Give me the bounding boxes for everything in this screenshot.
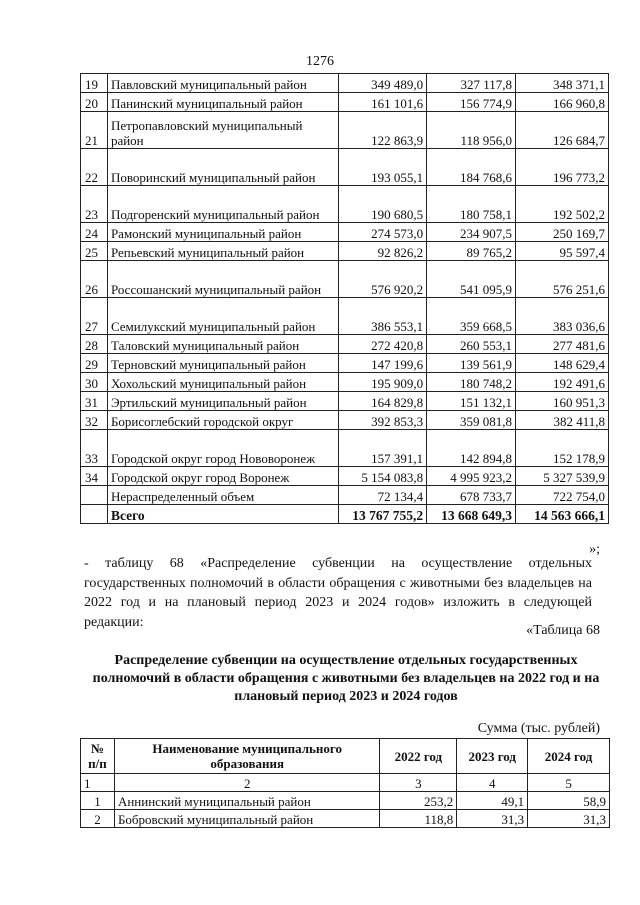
table-row [81, 430, 609, 467]
value-2022: 72 134,4 [339, 486, 427, 505]
header-name: Наименование муниципального образования [114, 739, 379, 774]
header-2023: 2023 год [457, 739, 528, 774]
value-2023: 234 907,5 [427, 223, 516, 242]
municipality-name: Семилукский муниципальный район [107, 298, 338, 335]
value-2022: 386 553,1 [339, 298, 427, 335]
table-row [81, 112, 609, 149]
value-2022: 349 489,0 [339, 74, 427, 93]
municipality-name: Нераспределенный объем [107, 486, 338, 505]
value-2023: 180 758,1 [427, 186, 516, 223]
table-row [81, 373, 609, 392]
row-number: 26 [81, 261, 108, 298]
table-row [81, 335, 609, 354]
value-2022: 118,8 [380, 810, 457, 828]
value-2024: 250 169,7 [516, 223, 609, 242]
value-2024: 126 684,7 [516, 112, 609, 149]
value-2023: 359 081,8 [427, 411, 516, 430]
value-2024: 277 481,6 [516, 335, 609, 354]
value-2022: 274 573,0 [339, 223, 427, 242]
table-row [81, 792, 610, 810]
row-number: 30 [81, 373, 108, 392]
row-number: 20 [81, 93, 108, 112]
value-2022: 193 055,1 [339, 149, 427, 186]
total-num-cell [81, 505, 108, 524]
municipality-name: Россошанский муниципальный район [107, 261, 338, 298]
value-2024: 160 951,3 [516, 392, 609, 411]
row-number: 21 [81, 112, 108, 149]
value-2023: 327 117,8 [427, 74, 516, 93]
index-cell: 4 [457, 774, 528, 792]
animal-subvention-table [80, 738, 610, 828]
header-2022: 2022 год [380, 739, 457, 774]
total-2024: 14 563 666,1 [516, 505, 609, 524]
value-2023: 31,3 [457, 810, 528, 828]
value-2024: 152 178,9 [516, 430, 609, 467]
page-number: 1276 [306, 54, 334, 69]
value-2024: 348 371,1 [516, 74, 609, 93]
value-2024: 192 502,2 [516, 186, 609, 223]
value-2022: 92 826,2 [339, 242, 427, 261]
table-row [81, 223, 609, 242]
index-cell: 2 [114, 774, 379, 792]
value-2022: 122 863,9 [339, 112, 427, 149]
municipality-name: Городской округ город Нововоронеж [107, 430, 338, 467]
value-2023: 359 668,5 [427, 298, 516, 335]
value-2023: 260 553,1 [427, 335, 516, 354]
table-row [81, 149, 609, 186]
value-2023: 678 733,7 [427, 486, 516, 505]
total-2022: 13 767 755,2 [339, 505, 427, 524]
value-2023: 49,1 [457, 792, 528, 810]
value-2023: 180 748,2 [427, 373, 516, 392]
value-2024: 196 773,2 [516, 149, 609, 186]
table-label: «Таблица 68 [526, 623, 600, 638]
value-2023: 156 774,9 [427, 93, 516, 112]
sum-unit-label: Сумма (тыс. рублей) [477, 721, 600, 736]
value-2024: 95 597,4 [516, 242, 609, 261]
row-number: 24 [81, 223, 108, 242]
value-2023: 89 765,2 [427, 242, 516, 261]
value-2022: 190 680,5 [339, 186, 427, 223]
table-row [81, 74, 609, 93]
table-row [81, 298, 609, 335]
amendment-paragraph: - таблицу 68 «Распределение субвенции на осуществление отдельных государственных полномочий в области обращения с животными без владельцев на 2022 год и на плановый период 2023 и 2024 годов» изложить в следующей редакции: [84, 556, 592, 630]
value-2022: 164 829,8 [339, 392, 427, 411]
value-2023: 118 956,0 [427, 112, 516, 149]
value-2024: 148 629,4 [516, 354, 609, 373]
row-number: 19 [81, 74, 108, 93]
row-number: 27 [81, 298, 108, 335]
table-row [81, 392, 609, 411]
value-2022: 195 909,0 [339, 373, 427, 392]
value-2024: 5 327 539,9 [516, 467, 609, 486]
row-number [81, 486, 108, 505]
value-2023: 139 561,9 [427, 354, 516, 373]
municipality-name: Хохольский муниципальный район [107, 373, 338, 392]
index-row [81, 774, 610, 792]
row-number: 33 [81, 430, 108, 467]
row-number: 1 [81, 792, 115, 810]
municipality-name: Павловский муниципальный район [107, 74, 338, 93]
value-2024: 58,9 [528, 792, 610, 810]
value-2024: 192 491,6 [516, 373, 609, 392]
header-row [81, 739, 610, 774]
municipality-name: Таловский муниципальный район [107, 335, 338, 354]
header-num: № п/п [81, 739, 115, 774]
table-row [81, 242, 609, 261]
table-row [81, 486, 609, 505]
header-2024: 2024 год [528, 739, 610, 774]
value-2023: 142 894,8 [427, 430, 516, 467]
municipality-name: Рамонский муниципальный район [107, 223, 338, 242]
value-2023: 184 768,6 [427, 149, 516, 186]
subvention-table-continued [80, 73, 609, 524]
value-2022: 253,2 [380, 792, 457, 810]
value-2024: 722 754,0 [516, 486, 609, 505]
value-2022: 161 101,6 [339, 93, 427, 112]
municipality-name: Поворинский муниципальный район [107, 149, 338, 186]
table-row [81, 261, 609, 298]
table-title: Распределение субвенции на осуществление отдельных государственных полномочий в области обращения с животными без владельцев на 2022 год и на плановый период 2023 и 2024 годов [92, 653, 600, 704]
value-2022: 576 920,2 [339, 261, 427, 298]
row-number: 22 [81, 149, 108, 186]
row-number: 31 [81, 392, 108, 411]
index-cell: 1 [81, 774, 115, 792]
municipality-name: Городской округ город Воронеж [107, 467, 338, 486]
value-2022: 157 391,1 [339, 430, 427, 467]
value-2023: 4 995 923,2 [427, 467, 516, 486]
municipality-name: Борисоглебский городской округ [107, 411, 338, 430]
row-number: 32 [81, 411, 108, 430]
municipality-name: Панинский муниципальный район [107, 93, 338, 112]
row-number: 2 [81, 810, 115, 828]
value-2024: 166 960,8 [516, 93, 609, 112]
row-number: 25 [81, 242, 108, 261]
municipality-name: Бобровский муниципальный район [114, 810, 379, 828]
value-2024: 383 036,6 [516, 298, 609, 335]
value-2024: 382 411,8 [516, 411, 609, 430]
index-cell: 5 [528, 774, 610, 792]
table-row [81, 186, 609, 223]
municipality-name: Петропавловский муниципальный район [107, 112, 338, 149]
row-number: 28 [81, 335, 108, 354]
value-2022: 392 853,3 [339, 411, 427, 430]
total-label: Всего [107, 505, 338, 524]
closing-quote: »; [589, 542, 600, 557]
value-2023: 151 132,1 [427, 392, 516, 411]
total-row [81, 505, 609, 524]
row-number: 29 [81, 354, 108, 373]
municipality-name: Аннинский муниципальный район [114, 792, 379, 810]
table-row [81, 810, 610, 828]
row-number: 23 [81, 186, 108, 223]
table-row [81, 411, 609, 430]
municipality-name: Эртильский муниципальный район [107, 392, 338, 411]
municipality-name: Репьевский муниципальный район [107, 242, 338, 261]
value-2022: 5 154 083,8 [339, 467, 427, 486]
row-number: 34 [81, 467, 108, 486]
municipality-name: Подгоренский муниципальный район [107, 186, 338, 223]
municipality-name: Терновский муниципальный район [107, 354, 338, 373]
value-2022: 147 199,6 [339, 354, 427, 373]
value-2022: 272 420,8 [339, 335, 427, 354]
table-row [81, 467, 609, 486]
table-row [81, 93, 609, 112]
value-2024: 576 251,6 [516, 261, 609, 298]
index-cell: 3 [380, 774, 457, 792]
total-2023: 13 668 649,3 [427, 505, 516, 524]
value-2023: 541 095,9 [427, 261, 516, 298]
value-2024: 31,3 [528, 810, 610, 828]
table-row [81, 354, 609, 373]
